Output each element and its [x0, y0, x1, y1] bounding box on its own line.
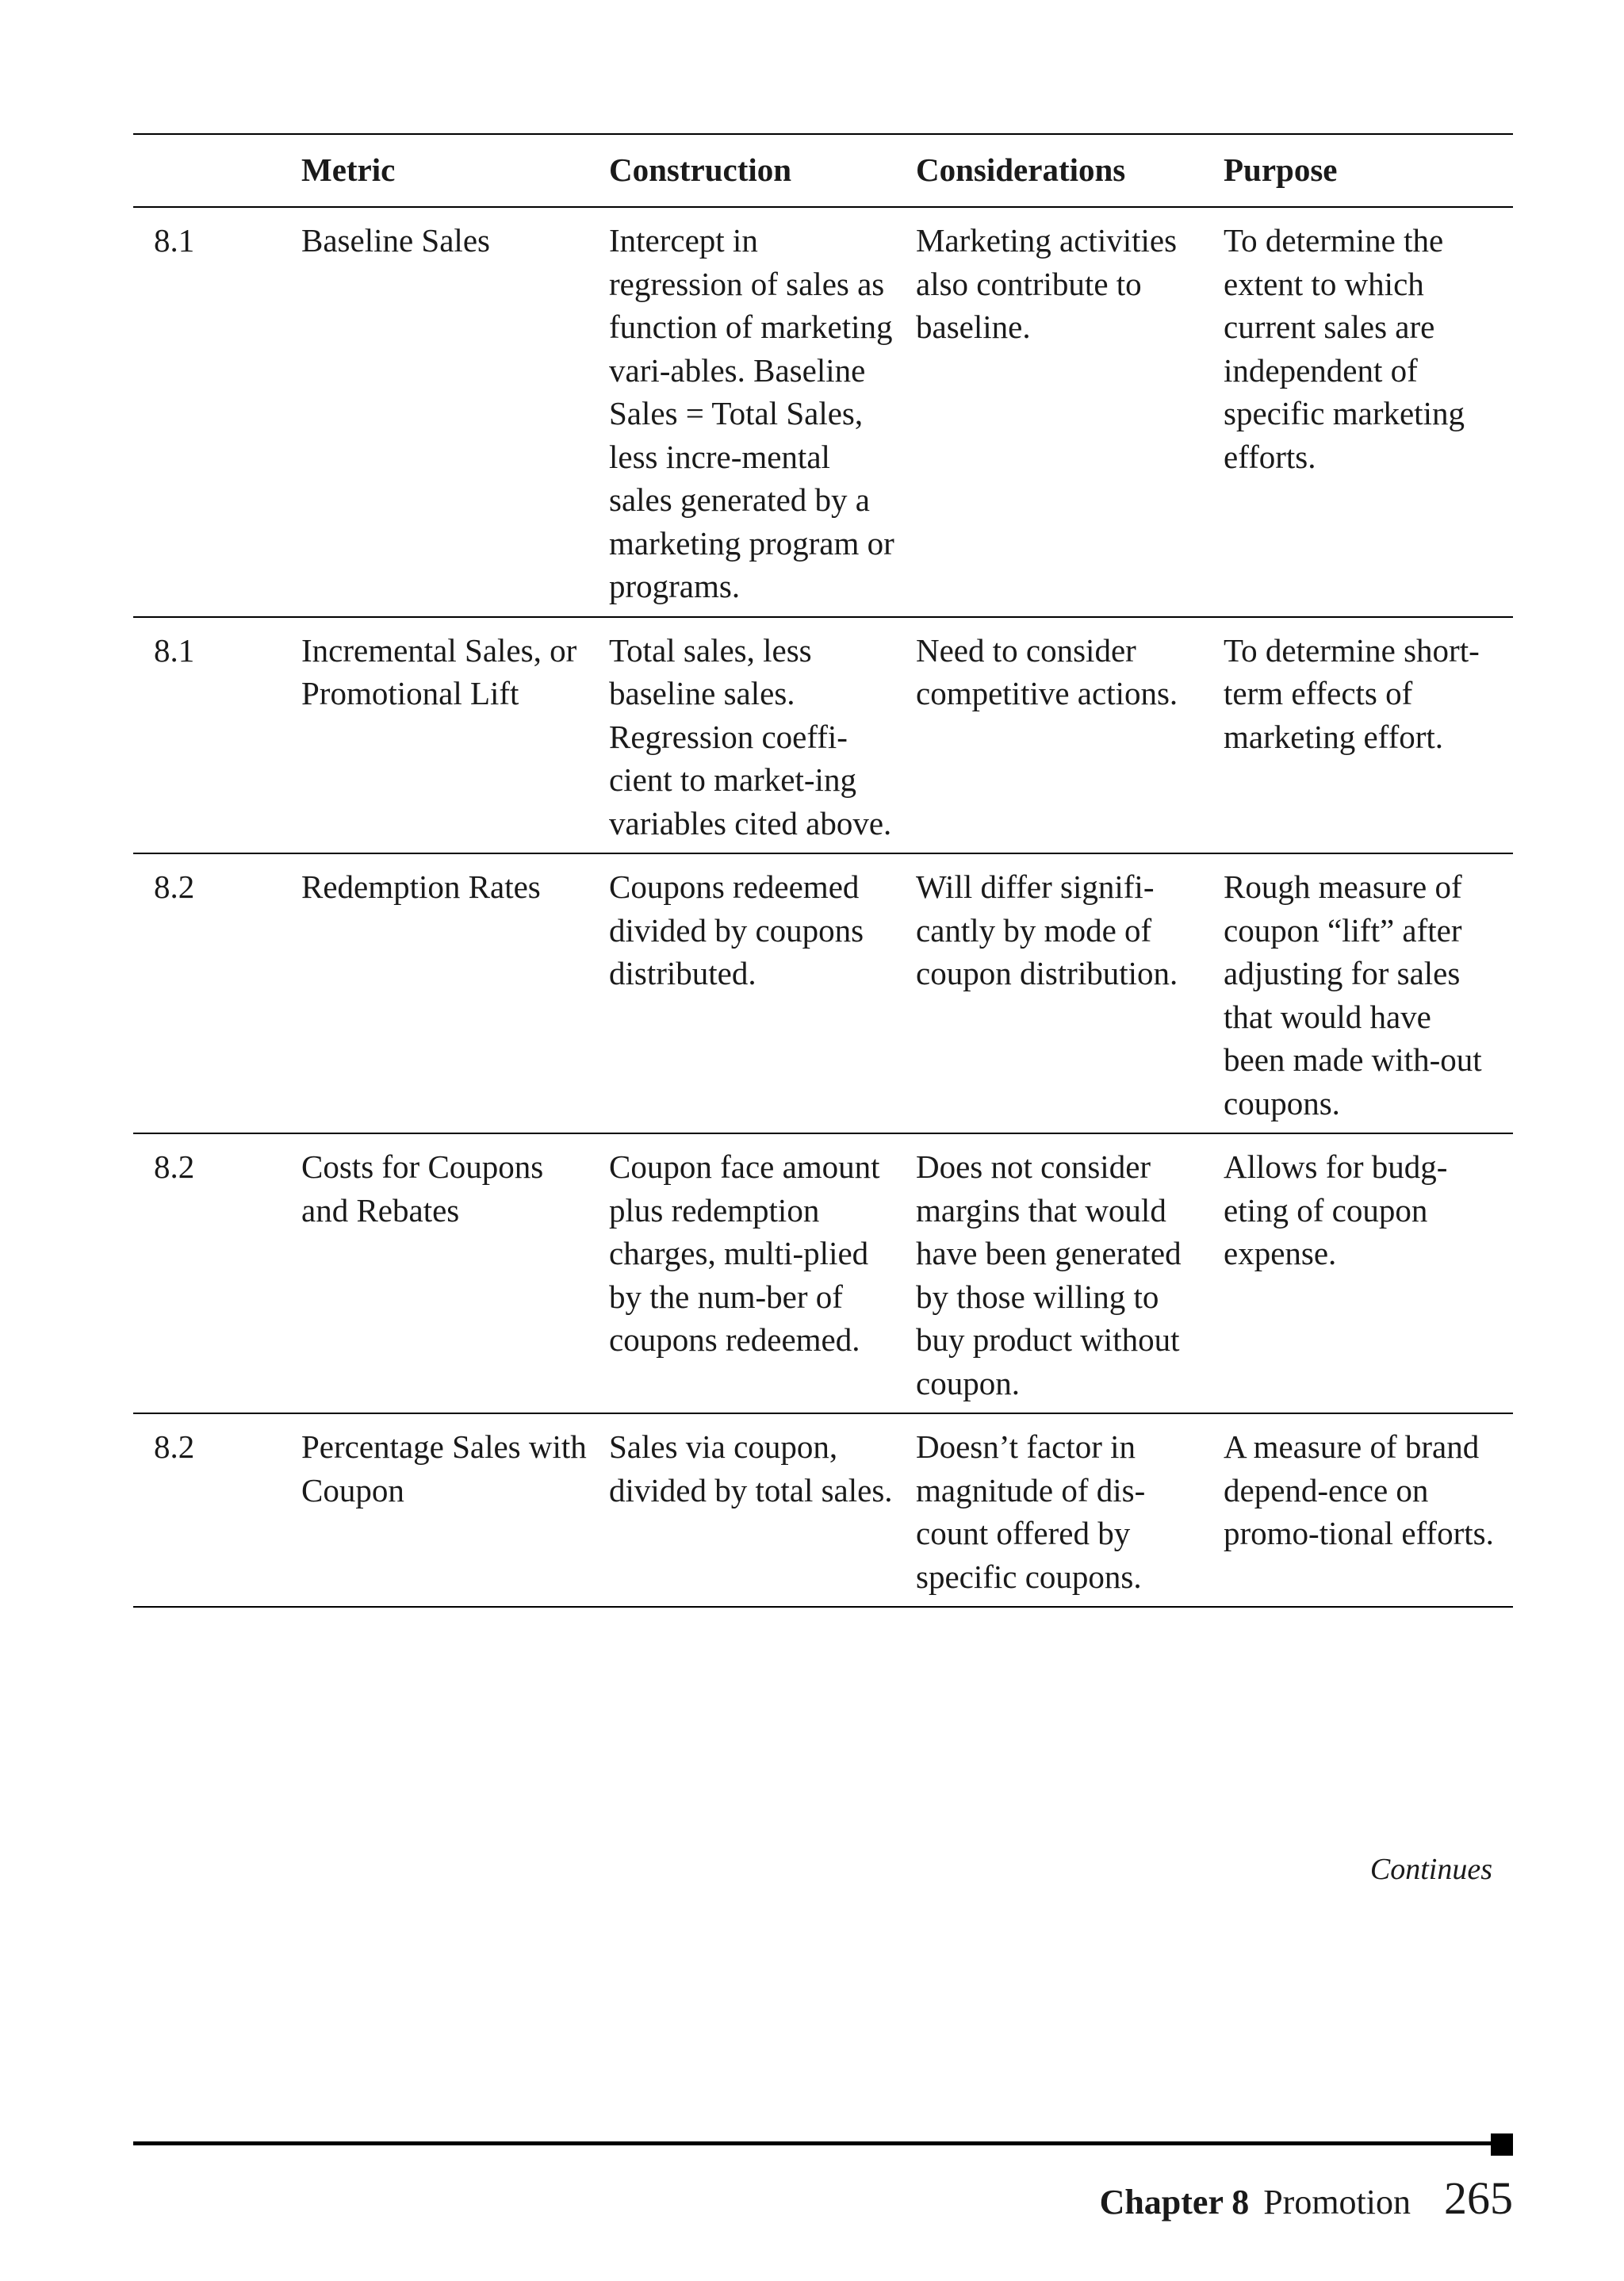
page-footer — [1100, 2172, 1513, 2225]
chapter-label: Chapter 8 — [1099, 2183, 1250, 2222]
considerations-cell: Does not consider margins that would have been generated by those willing to buy product without coupon. — [916, 1148, 1182, 1401]
metric-cell: Incremental Sales, or Promotional Lift — [301, 631, 577, 711]
column-header-metric: Metric — [301, 151, 396, 188]
continues-label: Continues — [1369, 1853, 1492, 1886]
construction-cell: Coupon face amount plus redemption charges, multi-plied by the num-ber of coupons redeemed. — [609, 1148, 880, 1358]
considerations-cell: Doesn’t factor in magnitude of dis-count offered by specific coupons. — [916, 1428, 1146, 1595]
purpose-cell: To determine short-term effects of marketing effort. — [1224, 631, 1480, 755]
section-number-cell: 8.2 — [154, 1428, 195, 1465]
section-name: Promotion — [1263, 2183, 1411, 2222]
purpose-cell: A measure of brand depend-ence on promo-tional efforts. — [1224, 1428, 1494, 1551]
section-number-cell: 8.2 — [154, 868, 195, 905]
column-header-section — [133, 134, 301, 207]
column-header-considerations: Considerations — [916, 151, 1126, 188]
section-number-cell: 8.1 — [154, 631, 195, 669]
column-header-purpose: Purpose — [1224, 151, 1338, 188]
metric-cell: Percentage Sales with Coupon — [301, 1428, 587, 1509]
purpose-cell: To determine the extent to which current sales are independent of specific marketing efforts. — [1224, 222, 1465, 475]
considerations-cell: Marketing activities also contribute to baseline. — [916, 222, 1178, 345]
considerations-cell: Need to consider competitive actions. — [916, 631, 1178, 711]
metric-cell: Redemption Rates — [301, 868, 541, 905]
table-header-row — [133, 134, 1513, 207]
section-number-cell: 8.1 — [154, 222, 195, 259]
table-row — [133, 853, 1513, 1133]
table-body — [133, 207, 1513, 1607]
table-row — [133, 617, 1513, 854]
metric-cell: Costs for Coupons and Rebates — [301, 1148, 544, 1229]
purpose-cell: Rough measure of coupon “lift” after adjusting for sales that would have been made with-out coupons. — [1224, 868, 1482, 1121]
section-number-cell: 8.2 — [154, 1148, 195, 1185]
construction-cell: Sales via coupon, divided by total sales. — [609, 1428, 893, 1509]
table-row — [133, 1413, 1513, 1607]
footer-square-marker — [1491, 2133, 1513, 2156]
metric-cell: Baseline Sales — [301, 222, 490, 259]
construction-cell: Intercept in regression of sales as function of marketing vari-ables. Baseline Sales = Total Sales, less incre-mental sales generated by a marketing program or programs. — [609, 222, 894, 604]
construction-cell: Total sales, less baseline sales. Regression coeffi-cient to market-ing variables cited above. — [609, 631, 892, 841]
purpose-cell: Allows for budg-eting of coupon expense. — [1224, 1148, 1448, 1271]
table-row — [133, 207, 1513, 617]
column-header-construction: Construction — [609, 151, 792, 188]
page-number: 265 — [1444, 2172, 1513, 2224]
table-header — [133, 134, 1513, 207]
considerations-cell: Will differ signifi-cantly by mode of coupon distribution. — [916, 868, 1178, 991]
metrics-table — [133, 133, 1513, 1608]
table-row — [133, 1133, 1513, 1413]
construction-cell: Coupons redeemed divided by coupons distributed. — [609, 868, 864, 991]
footer-rule — [133, 2141, 1500, 2145]
